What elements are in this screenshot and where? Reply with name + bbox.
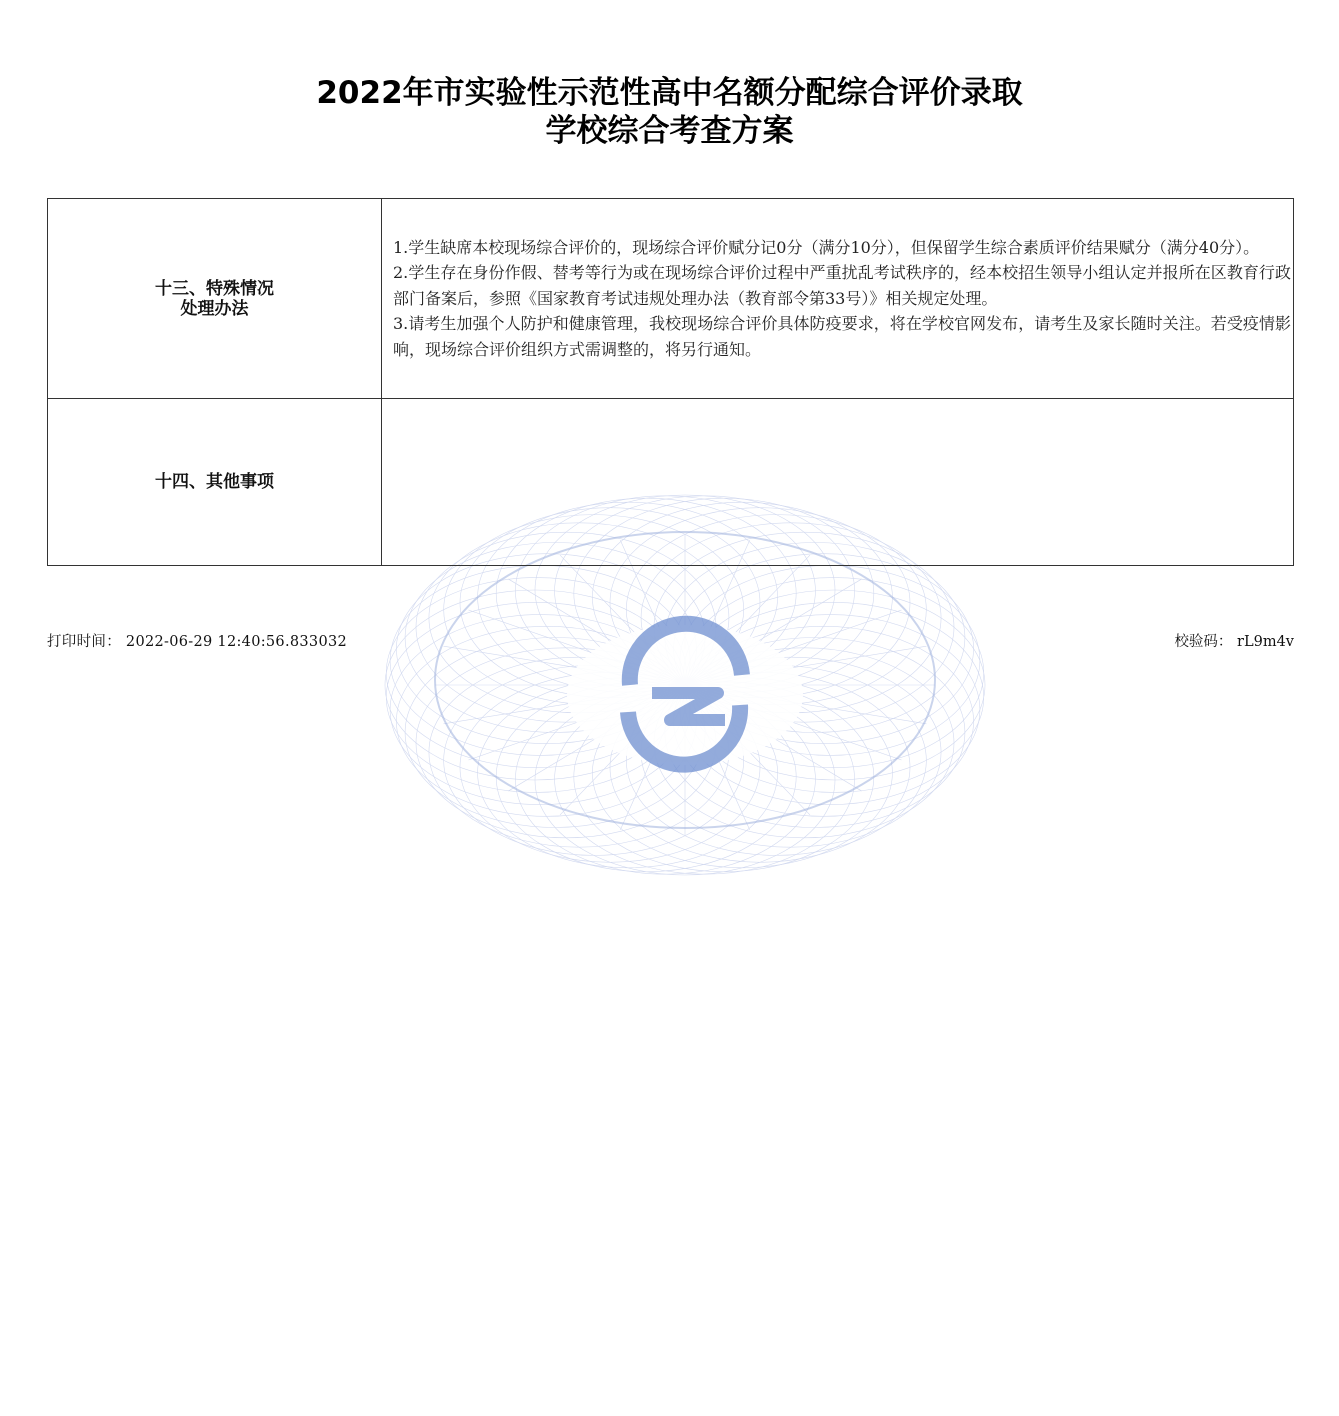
check-code (1174, 630, 1294, 651)
section-14-label-line-1: 十四、其他事项 (155, 472, 274, 492)
section-14-label (48, 399, 382, 566)
section-13-paragraph-3: 3.请考生加强个人防护和健康管理，我校现场综合评价具体防疫要求，将在学校官网发布，请考生及家长随时关注。若受疫情影响，现场综合评价组织方式需调整的，将另行通知。 (393, 314, 1291, 359)
section-13-label-line-2: 处理办法 (180, 298, 249, 319)
check-code-label: 校验码： (1174, 634, 1233, 650)
print-time (47, 630, 347, 651)
section-13-content (382, 199, 1294, 399)
title-line-1: 2022年市实验性示范性高中名额分配综合评价录取 (316, 75, 1023, 111)
print-time-value: 2022-06-29 12:40:56.833032 (125, 634, 348, 650)
table-row (48, 199, 1294, 399)
section-13-label-line-1: 十三、特殊情况 (155, 278, 274, 299)
check-code-value: rL9m4v (1237, 634, 1294, 650)
seal-emblem-icon (628, 624, 742, 765)
plan-table (47, 198, 1294, 566)
section-14-content (382, 399, 1294, 566)
section-13-label (48, 199, 382, 399)
section-13-paragraph-2: 2.学生存在身份作假、替考等行为或在现场综合评价过程中严重扰乱考试秩序的，经本校招生领导小组认定并报所在区教育行政部门备案后，参照《国家教育考试违规处理办法（教育部令第33号）》相关规定处理。 (393, 263, 1291, 308)
title-line-2: 学校综合考查方案 (545, 113, 794, 149)
document-title (0, 74, 1339, 150)
section-13-paragraph-1: 1.学生缺席本校现场综合评价的，现场综合评价赋分记0分（满分10分），但保留学生综合素质评价结果赋分（满分40分）。 (393, 237, 1260, 257)
print-time-label: 打印时间： (47, 634, 121, 650)
table-row (48, 399, 1294, 566)
